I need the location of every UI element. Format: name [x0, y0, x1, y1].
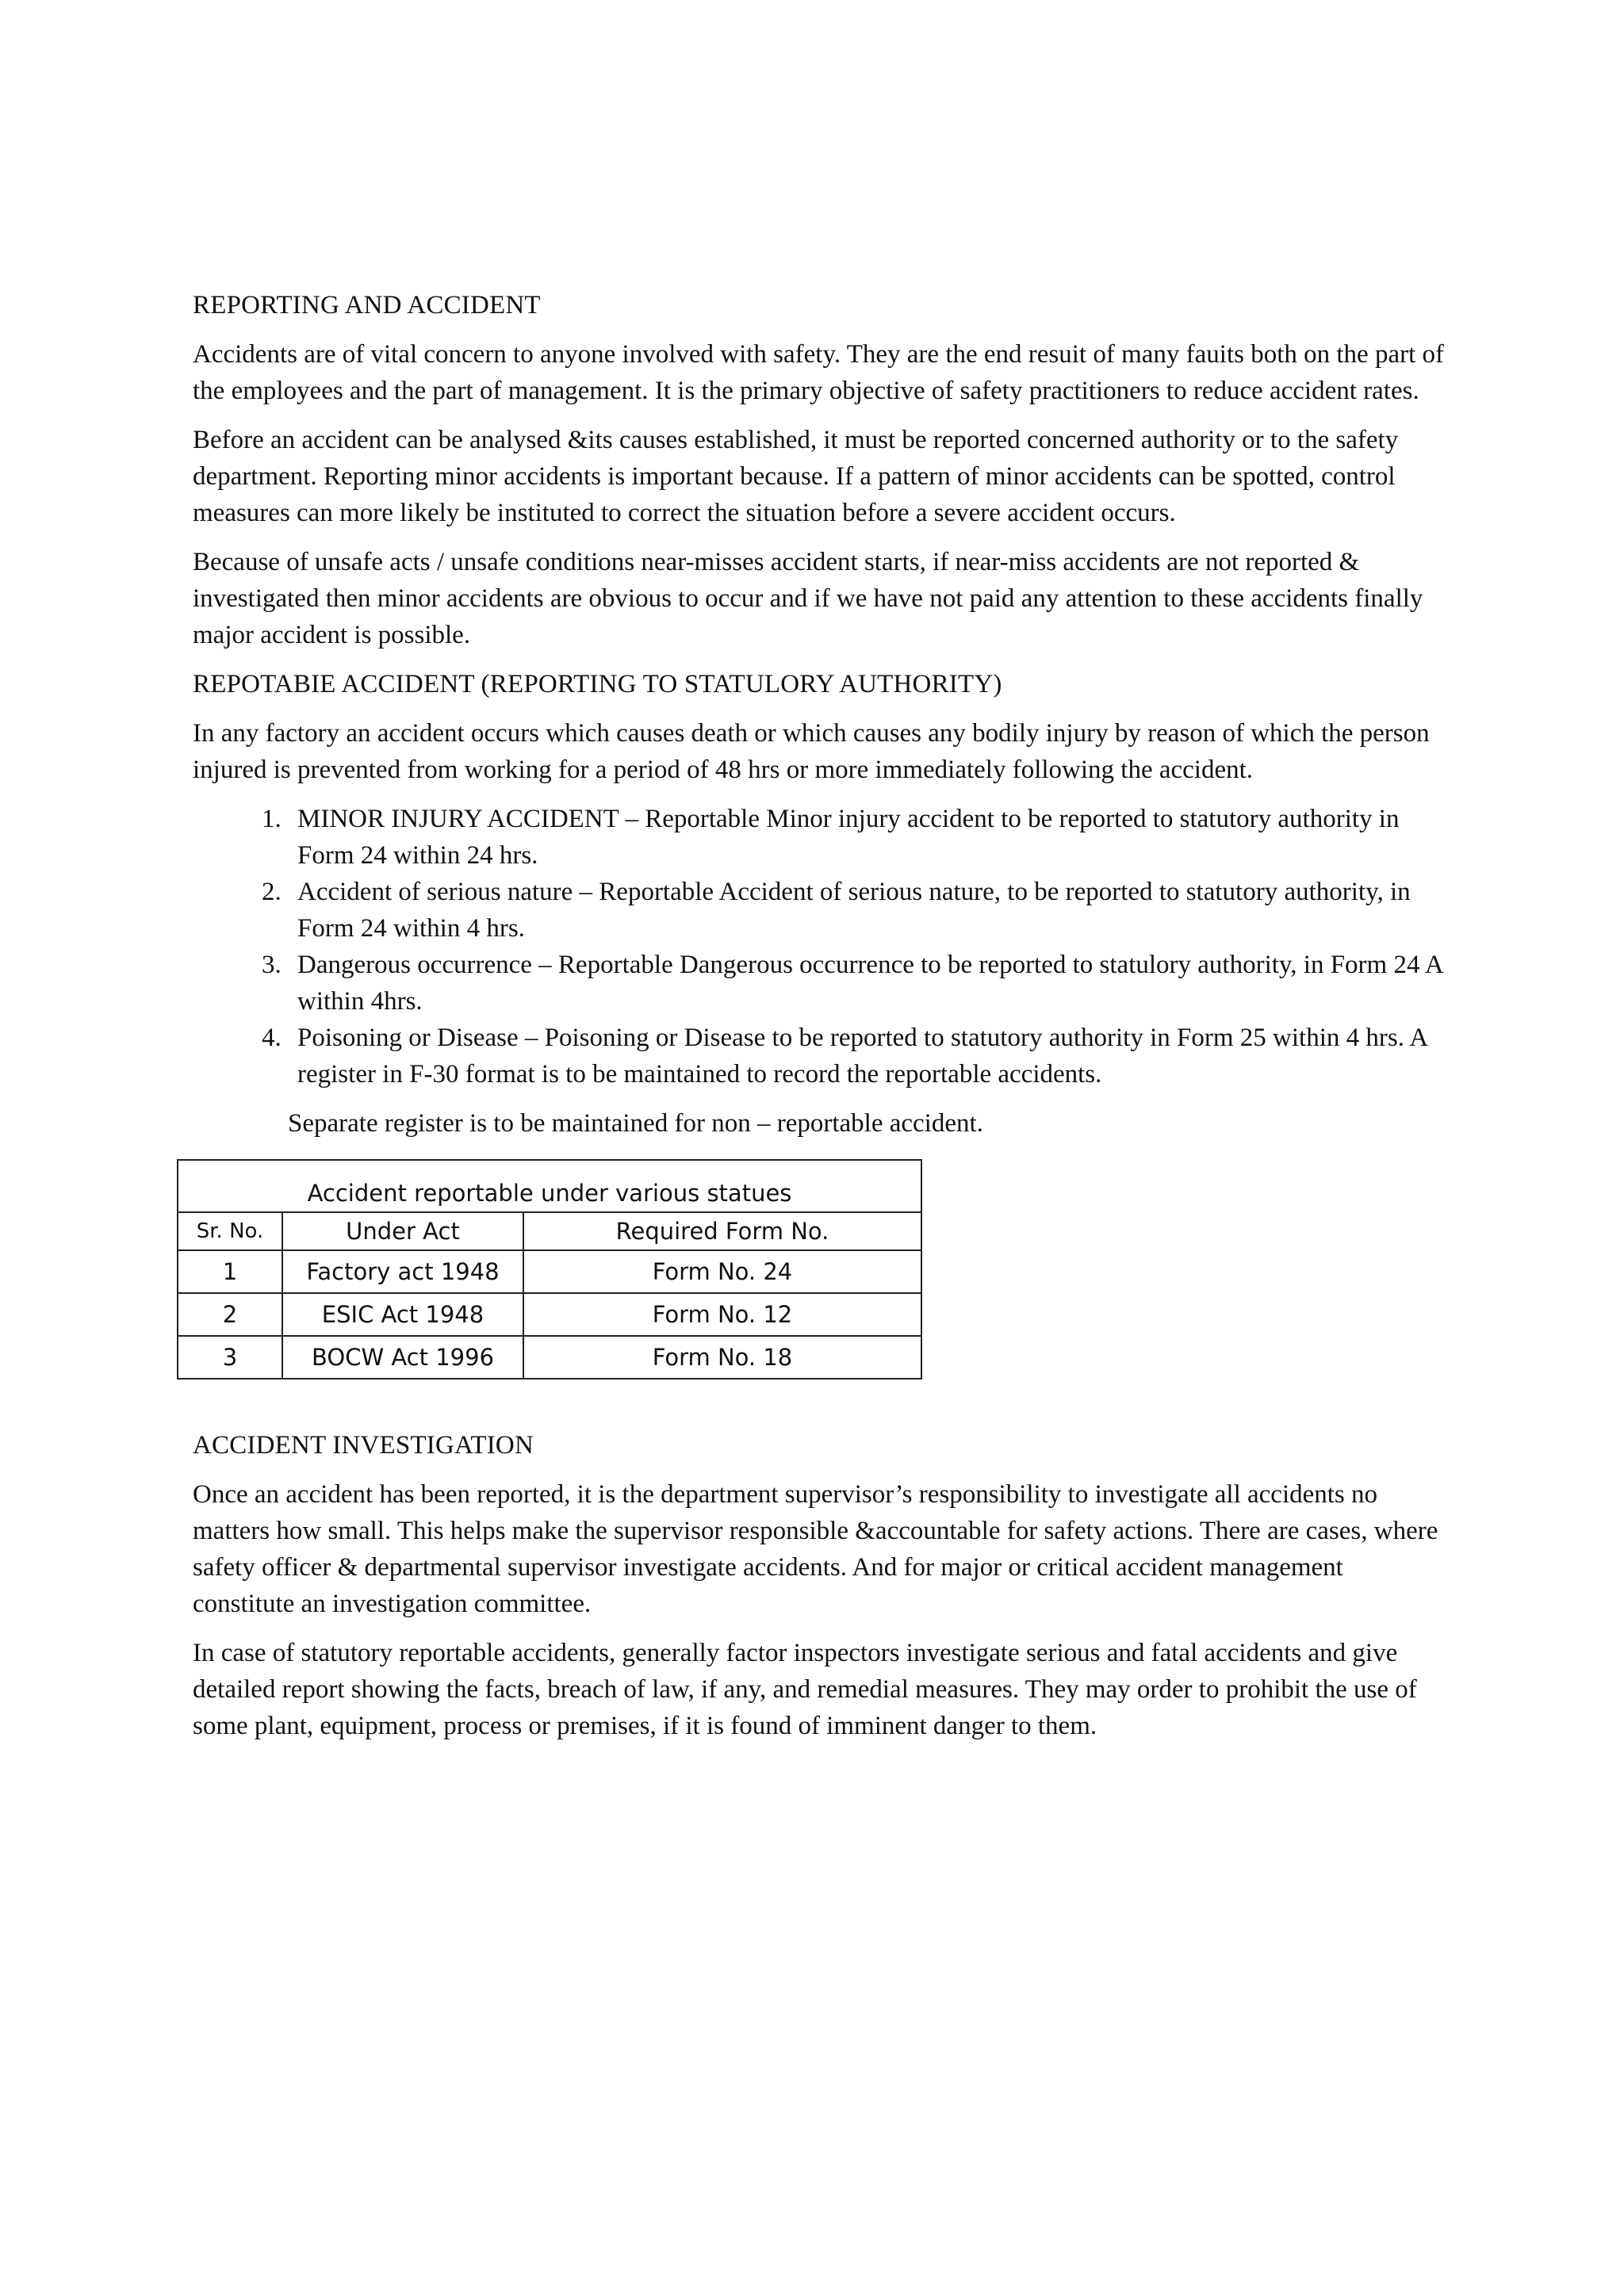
register-note: Separate register is to be maintained for non – reportable accident. [288, 1109, 983, 1138]
cell-form-no: Form No. 24 [523, 1250, 921, 1293]
cell-sr-no: 1 [178, 1250, 282, 1293]
paragraph: Before an accident can be analysed &its causes established, it must be reported concerned authority or to the safety department. Reporting minor accidents is important because. If a pattern of minor accidents can be spotted, control measures can more likely be instituted to correct the situation before a severe accident occurs. [193, 426, 1399, 527]
column-header-form-no: Required Form No. [523, 1212, 921, 1250]
list-item: 1. MINOR INJURY ACCIDENT – Reportable Minor injury accident to be reported to statutory authority in Form 24 within 24 hrs. [288, 801, 1446, 874]
table-header-row [178, 1212, 921, 1250]
section-heading-investigation: ACCIDENT INVESTIGATION [193, 1431, 534, 1460]
cell-under-act: Factory act 1948 [282, 1250, 523, 1293]
cell-form-no: Form No. 18 [523, 1336, 921, 1379]
column-header-sr-no: Sr. No. [178, 1212, 282, 1250]
paragraph: Because of unsafe acts / unsafe conditions near-misses accident starts, if near-miss accidents are not reported & investigated then minor accidents are obvious to occur and if we have not paid any attention to these accidents finally major accident is possible. [193, 548, 1423, 649]
paragraph-intro: In any factory an accident occurs which causes death or which causes any bodily injury by reason of which the person injured is prevented from working for a period of 48 hrs or more immediately following the accident. [193, 719, 1430, 784]
table-caption-row [178, 1160, 921, 1212]
list-item: 3. Dangerous occurrence – Reportable Dangerous occurrence to be reported to statulory authority, in Form 24 A within 4hrs. [288, 947, 1446, 1020]
cell-under-act: BOCW Act 1996 [282, 1336, 523, 1379]
section-heading-reporting: REPORTING AND ACCIDENT [193, 291, 541, 320]
column-header-under-act: Under Act [282, 1212, 523, 1250]
reporting-requirements-list [193, 801, 1446, 1093]
paragraph: In case of statutory reportable accidents, generally factor inspectors investigate serious and fatal accidents and give detailed report showing the facts, breach of law, if any, and remedial measures. They may order to prohibit the use of some plant, equipment, process or premises, if it is found of imminent danger to them. [193, 1639, 1417, 1740]
cell-sr-no: 3 [178, 1336, 282, 1379]
list-item: 4. Poisoning or Disease – Poisoning or Disease to be reported to statutory authority in Form 25 within 4 hrs. A register in F-30 format is to be maintained to record the reportable accidents. [288, 1020, 1446, 1093]
list-item: 2. Accident of serious nature – Reportable Accident of serious nature, to be reported to statutory authority, in Form 24 within 4 hrs. [288, 874, 1446, 947]
table-row [178, 1336, 921, 1379]
cell-form-no: Form No. 12 [523, 1293, 921, 1336]
document-page [193, 287, 1446, 1757]
cell-sr-no: 2 [178, 1293, 282, 1336]
table-row [178, 1250, 921, 1293]
cell-under-act: ESIC Act 1948 [282, 1293, 523, 1336]
table-caption: Accident reportable under various statues [178, 1160, 921, 1212]
statutes-table [177, 1159, 922, 1380]
table-row [178, 1293, 921, 1336]
paragraph: Accidents are of vital concern to anyone involved with safety. They are the end resuit of many fauits both on the part of the employees and the part of management. It is the primary objective of safety practitioners to reduce accident rates. [193, 340, 1444, 405]
paragraph: Once an accident has been reported, it is the department supervisor’s responsibility to investigate all accidents no matters how small. This helps make the supervisor responsible &accountable for safety actions. There are cases, where safety officer & departmental supervisor investigate accidents. And for major or critical accident management constitute an investigation committee. [193, 1480, 1438, 1618]
statutes-table-wrapper [177, 1159, 1446, 1380]
section-heading-reportable: REPOTABIE ACCIDENT (REPORTING TO STATULORY AUTHORITY) [193, 670, 1002, 698]
